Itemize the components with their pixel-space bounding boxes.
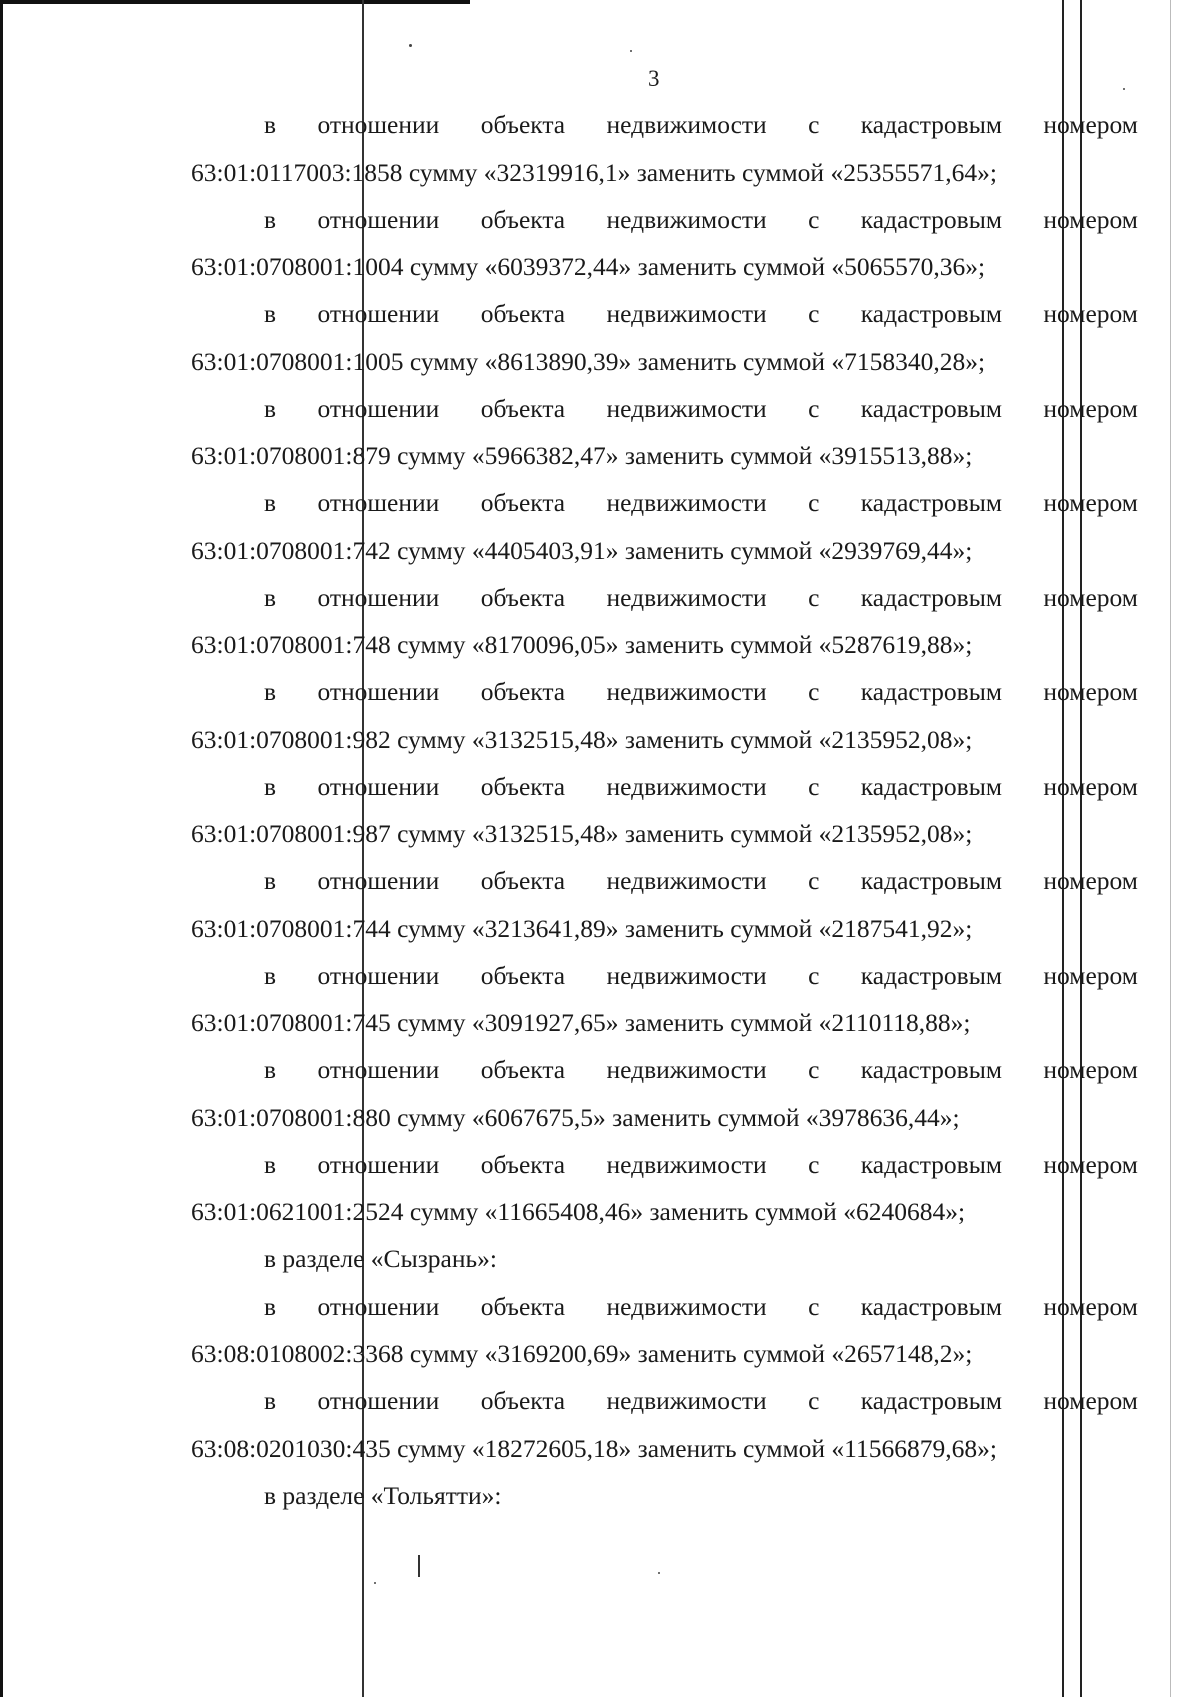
paragraph-entry-line: 63:01:0708001:879 сумму «5966382,47» заменить суммой «3915513,88»; <box>191 441 973 470</box>
paragraph-word: с <box>808 393 820 423</box>
paragraph-word: объекта <box>480 1055 566 1084</box>
paragraph-word: с <box>808 771 820 801</box>
paragraph-word: в <box>264 866 277 895</box>
paragraph-word: отношении <box>317 204 440 234</box>
paragraph-entry-line: 63:01:0708001:1005 сумму «8613890,39» заменить суммой «7158340,28»; <box>191 346 986 376</box>
paragraph-word: в <box>264 204 277 234</box>
paragraph-entry-line: 63:01:0621001:2524 сумму «11665408,46» заменить суммой «6240684»; <box>191 1197 966 1226</box>
scan-line-right-2 <box>1080 0 1082 1697</box>
paragraph-word: в <box>264 677 277 706</box>
paragraph-word: кадастровым <box>860 1386 1002 1415</box>
paragraph-word: номером <box>1043 1386 1138 1415</box>
paragraph-word: с <box>808 1291 820 1321</box>
paragraph-word: объекта <box>480 204 566 234</box>
paragraph-word: объекта <box>480 960 566 990</box>
paragraph-word: номером <box>1043 1055 1138 1084</box>
scan-speck <box>658 1572 660 1574</box>
paragraph-word: номером <box>1043 1149 1138 1179</box>
paragraph-word: недвижимости <box>606 771 767 801</box>
paragraph-word: отношении <box>317 299 440 328</box>
paragraph-word: недвижимости <box>606 488 767 517</box>
paragraph-word: объекта <box>480 1386 566 1415</box>
paragraph-word: кадастровым <box>860 582 1002 612</box>
section-heading: в разделе «Сызрань»: <box>264 1244 497 1273</box>
paragraph-first-line <box>264 1150 1138 1180</box>
paragraph-first-line <box>264 961 1138 991</box>
paragraph-entry-line: 63:08:0108002:3368 сумму «3169200,69» заменить суммой «2657148,2»; <box>191 1339 973 1368</box>
paragraph-word: кадастровым <box>860 960 1002 990</box>
paragraph-word: с <box>808 1055 820 1084</box>
paragraph-word: кадастровым <box>860 771 1002 801</box>
paragraph-word: отношении <box>317 1386 440 1415</box>
paragraph-word: в <box>264 771 277 801</box>
paragraph-first-line <box>264 488 1138 518</box>
paragraph-entry-line: 63:01:0708001:742 сумму «4405403,91» заменить суммой «2939769,44»; <box>191 535 973 565</box>
paragraph-word: номером <box>1043 393 1138 423</box>
paragraph-word: отношении <box>317 866 440 895</box>
paragraph-entry-line: 63:01:0708001:880 сумму «6067675,5» заменить суммой «3978636,44»; <box>191 1102 960 1132</box>
paragraph-word: отношении <box>317 960 440 990</box>
paragraph-entry-line: 63:01:0117003:1858 сумму «32319916,1» заменить суммой «25355571,64»; <box>191 157 997 187</box>
paragraph-word: в <box>264 960 277 990</box>
scan-line-right-1 <box>1062 0 1064 1697</box>
paragraph-word: с <box>808 1149 820 1179</box>
paragraph-entry-line: 63:01:0708001:987 сумму «3132515,48» заменить суммой «2135952,08»; <box>191 819 973 848</box>
paragraph-entry-line: 63:01:0708001:982 сумму «3132515,48» заменить суммой «2135952,08»; <box>191 724 973 754</box>
paragraph-word: отношении <box>317 1055 440 1084</box>
paragraph-word: отношении <box>317 110 440 139</box>
paragraph-word: в <box>264 582 277 612</box>
paragraph-word: недвижимости <box>606 1055 767 1084</box>
paragraph-word: кадастровым <box>860 110 1002 139</box>
paragraph-word: кадастровым <box>860 299 1002 328</box>
paragraph-word: отношении <box>317 1291 440 1321</box>
paragraph-word: в <box>264 110 277 139</box>
paragraph-word: номером <box>1043 866 1138 895</box>
paragraph-first-line <box>264 866 1138 896</box>
paragraph-word: отношении <box>317 582 440 612</box>
paragraph-word: с <box>808 582 820 612</box>
paragraph-word: в <box>264 1291 277 1321</box>
paragraph-word: с <box>808 1386 820 1415</box>
paragraph-word: кадастровым <box>860 488 1002 517</box>
paragraph-word: номером <box>1043 488 1138 517</box>
paragraph-word: недвижимости <box>606 582 767 612</box>
scan-speck <box>409 44 412 47</box>
paragraph-word: объекта <box>480 110 566 139</box>
paragraph-word: номером <box>1043 204 1138 234</box>
paragraph-first-line <box>264 1055 1138 1085</box>
paragraph-word: с <box>808 299 820 328</box>
paragraph-first-line <box>264 299 1138 329</box>
paragraph-word: кадастровым <box>860 1055 1002 1084</box>
paragraph-word: отношении <box>317 677 440 706</box>
paragraph-word: недвижимости <box>606 393 767 423</box>
scan-edge-top <box>0 0 470 4</box>
paragraph-word: объекта <box>480 393 566 423</box>
paragraph-entry-line: 63:01:0708001:745 сумму «3091927,65» заменить суммой «2110118,88»; <box>191 1008 971 1037</box>
paragraph-word: с <box>808 677 820 706</box>
paragraph-word: отношении <box>317 1149 440 1179</box>
paragraph-first-line <box>264 1292 1138 1322</box>
paragraph-word: отношении <box>317 488 440 517</box>
scan-speck <box>630 50 632 52</box>
paragraph-word: с <box>808 488 820 517</box>
paragraph-word: номером <box>1043 771 1138 801</box>
paragraph-word: номером <box>1043 1291 1138 1321</box>
paragraph-word: номером <box>1043 582 1138 612</box>
paragraph-word: кадастровым <box>860 204 1002 234</box>
paragraph-word: в <box>264 393 277 423</box>
scan-edge-left <box>0 0 3 1697</box>
paragraph-word: недвижимости <box>606 1291 767 1321</box>
paragraph-word: объекта <box>480 488 566 517</box>
paragraph-entry-line: 63:01:0708001:748 сумму «8170096,05» заменить суммой «5287619,88»; <box>191 630 973 659</box>
paragraph-word: недвижимости <box>606 1149 767 1179</box>
paragraph-word: недвижимости <box>606 866 767 895</box>
paragraph-word: номером <box>1043 110 1138 139</box>
paragraph-word: объекта <box>480 866 566 895</box>
paragraph-word: кадастровым <box>860 866 1002 895</box>
paragraph-first-line <box>264 677 1138 707</box>
paragraph-entry-line: 63:01:0708001:1004 сумму «6039372,44» заменить суммой «5065570,36»; <box>191 252 986 281</box>
scan-mark <box>418 1555 420 1577</box>
paragraph-word: с <box>808 204 820 234</box>
paragraph-word: кадастровым <box>860 1149 1002 1179</box>
paragraph-word: недвижимости <box>606 299 767 328</box>
paragraph-word: недвижимости <box>606 960 767 990</box>
paragraph-word: объекта <box>480 582 566 612</box>
paragraph-word: объекта <box>480 771 566 801</box>
paragraph-word: отношении <box>317 393 440 423</box>
paragraph-word: недвижимости <box>606 204 767 234</box>
paragraph-word: в <box>264 1055 277 1084</box>
paragraph-first-line <box>264 772 1138 802</box>
paragraph-word: недвижимости <box>606 110 767 139</box>
paragraph-word: номером <box>1043 960 1138 990</box>
scan-line-right-3 <box>1170 0 1171 1697</box>
paragraph-word: в <box>264 299 277 328</box>
scan-speck <box>374 1582 376 1584</box>
paragraph-word: объекта <box>480 1291 566 1321</box>
paragraph-word: с <box>808 110 820 139</box>
section-heading: в разделе «Тольятти»: <box>264 1480 502 1510</box>
paragraph-word: отношении <box>317 771 440 801</box>
paragraph-word: с <box>808 866 820 895</box>
paragraph-first-line <box>264 583 1138 613</box>
paragraph-word: объекта <box>480 299 566 328</box>
page-number: 3 <box>648 66 660 91</box>
paragraph-word: недвижимости <box>606 677 767 706</box>
paragraph-word: кадастровым <box>860 393 1002 423</box>
paragraph-word: кадастровым <box>860 1291 1002 1321</box>
paragraph-word: кадастровым <box>860 677 1002 706</box>
paragraph-word: в <box>264 1386 277 1415</box>
paragraph-first-line <box>264 205 1138 235</box>
paragraph-entry-line: 63:01:0708001:744 сумму «3213641,89» заменить суммой «2187541,92»; <box>191 913 973 943</box>
paragraph-word: недвижимости <box>606 1386 767 1415</box>
paragraph-word: номером <box>1043 299 1138 328</box>
scan-speck <box>1123 88 1125 90</box>
paragraph-word: номером <box>1043 677 1138 706</box>
paragraph-word: в <box>264 488 277 517</box>
paragraph-word: объекта <box>480 1149 566 1179</box>
paragraph-word: с <box>808 960 820 990</box>
paragraph-word: объекта <box>480 677 566 706</box>
paragraph-entry-line: 63:08:0201030:435 сумму «18272605,18» заменить суммой «11566879,68»; <box>191 1433 997 1463</box>
paragraph-first-line <box>264 394 1138 424</box>
paragraph-word: в <box>264 1149 277 1179</box>
paragraph-first-line <box>264 110 1138 140</box>
paragraph-first-line <box>264 1386 1138 1416</box>
